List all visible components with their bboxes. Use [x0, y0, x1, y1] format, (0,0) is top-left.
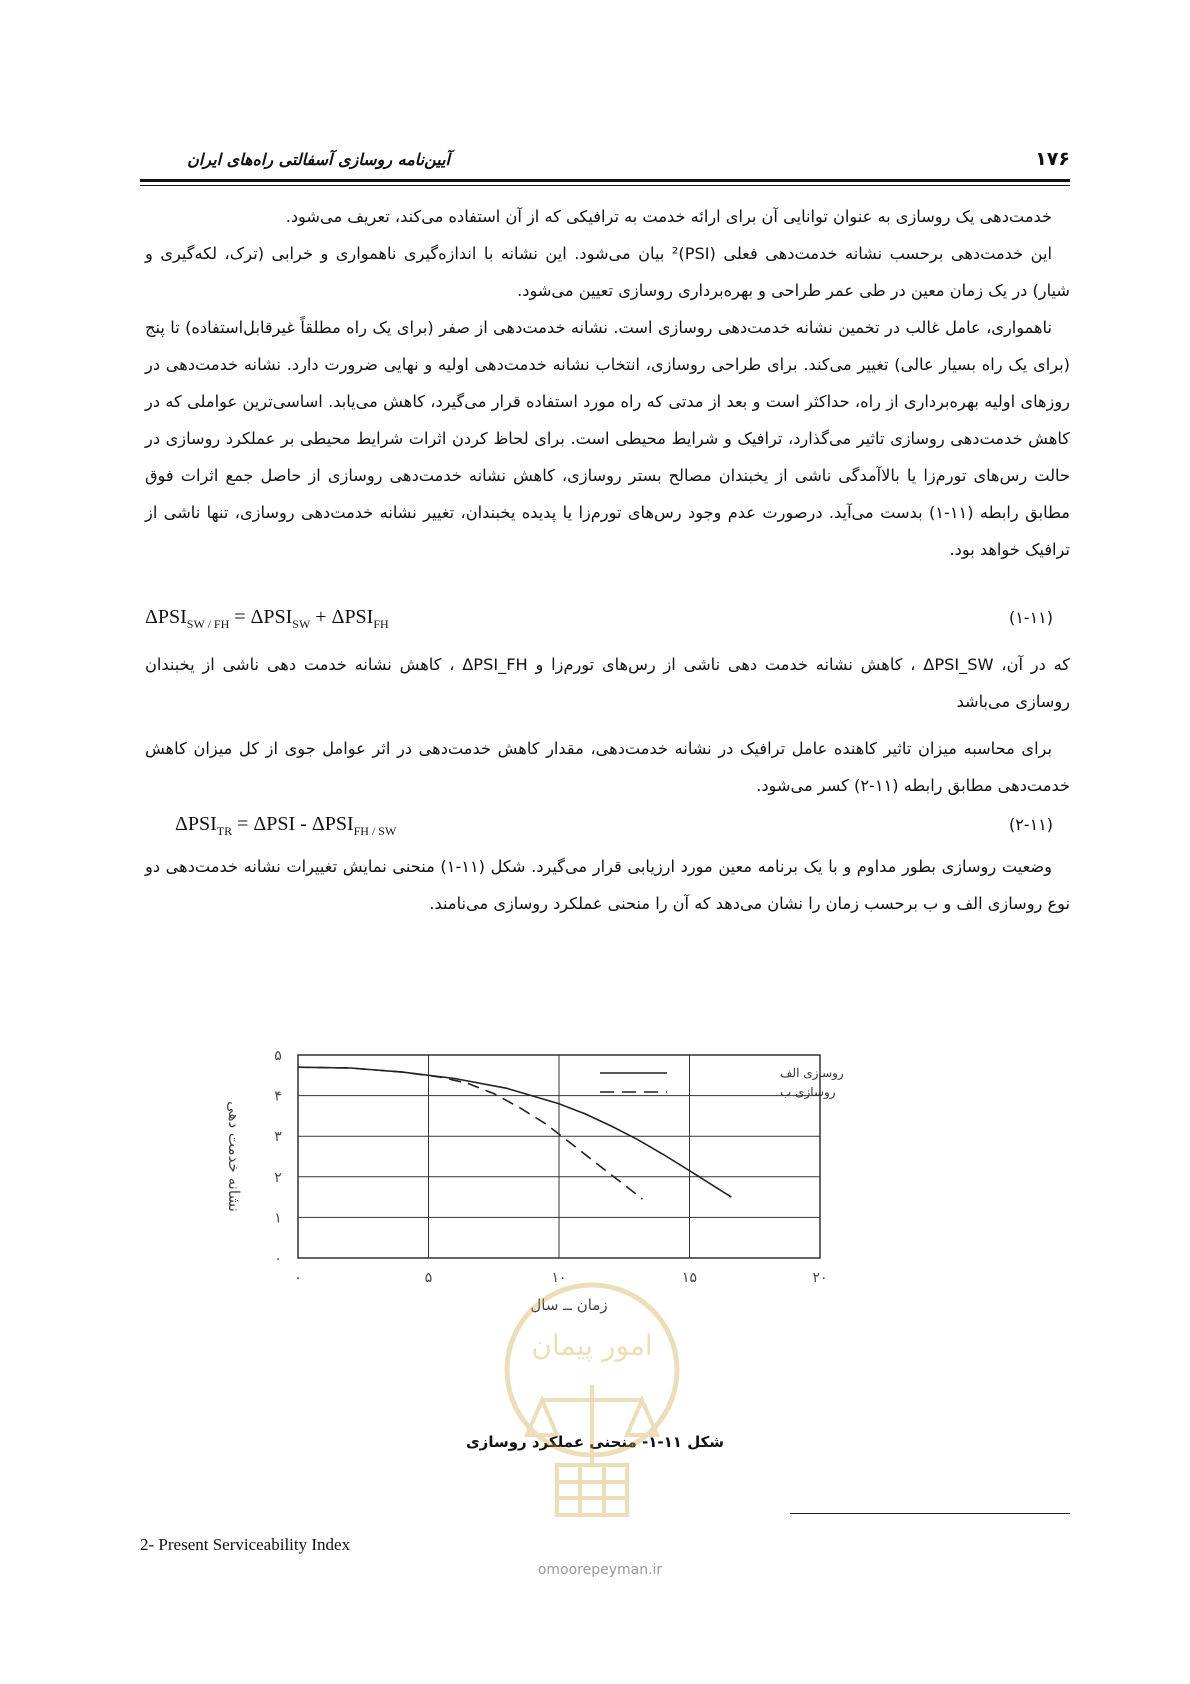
x-tick-label: ۱۰	[551, 1270, 567, 1286]
equation-2-number: (۲-۱۱)	[1008, 815, 1053, 834]
equation-1-formula: $\Delta PSI_{SW / FH} = \Delta PSI_{SW} + \Delta PSI_{FH}$	[145, 606, 389, 631]
chart-legend	[600, 1066, 844, 1100]
x-axis-label: زمان ــ سال	[530, 1296, 608, 1314]
header-rule-thin	[140, 185, 1070, 186]
chart-ticks	[274, 1048, 827, 1286]
watermark-site: omoorepeyman.ir	[537, 1562, 663, 1578]
y-tick-label: ۳	[274, 1129, 282, 1146]
page-number: ۱۷۶	[1035, 148, 1070, 170]
footnote-rule	[790, 1513, 1070, 1514]
y-tick-label: ۵	[274, 1048, 282, 1064]
y-axis-label: نشانه خدمت دهی	[225, 1101, 243, 1212]
x-tick-label: ۰	[294, 1270, 302, 1286]
equation-2	[145, 813, 1070, 843]
equation-2-formula: $\Delta PSI_{TR} = \Delta PSI - \Delta PSI_{FH / SW}$	[175, 813, 397, 838]
paragraph-psi: این خدمت‌دهی برحسب نشانه خدمت‌دهی فعلی (PSI)² بیان می‌شود. این نشانه با اندازه‌گیری ناهمواری و خرابی (ترک، لکه‌گیری و شیار) در یک زمان معین در طی عمر طراحی و بهره‌برداری روسازی تعیین می‌شود.	[145, 244, 1070, 300]
chart-series	[298, 1067, 731, 1199]
x-tick-label: ۱۵	[681, 1270, 698, 1286]
header-rule-thick	[140, 179, 1070, 182]
paragraph-figure: وضعیت روسازی بطور مداوم و با یک برنامه معین مورد ارزیابی قرار می‌گیرد. شکل (۱۱-۱) منحنی نمایش تغییرات نشانه خدمت‌دهی دو نوع روسازی الف و ب برحسب زمان را نشان می‌دهد که آن را منحنی عملکرد روسازی می‌نامند.	[145, 857, 1070, 913]
series-line-b	[298, 1067, 643, 1199]
y-tick-label: ۰	[274, 1251, 282, 1267]
performance-chart	[215, 1015, 960, 1370]
equation-1-number: (۱-۱۱)	[1008, 608, 1053, 627]
series-line-a	[298, 1067, 731, 1197]
legend-label: روسازی ب	[780, 1085, 836, 1099]
x-tick-label: ۲۰	[812, 1270, 828, 1286]
watermark-brand: امور پیمان	[531, 1329, 653, 1362]
paragraph-traffic: برای محاسبه میزان تاثیر کاهنده عامل ترافیک در نشانه خدمت‌دهی، مقدار کاهش خدمت‌دهی در اثر عوامل جوی از کل میزان کاهش خدمت‌دهی مطابق رابطه (۱۱-۲) کسر می‌شود.	[145, 739, 1070, 795]
header-title: آیین‌نامه روسازی آسفالتی راه‌های ایران	[187, 150, 450, 169]
y-tick-label: ۴	[274, 1088, 282, 1105]
x-tick-label: ۵	[424, 1270, 433, 1286]
explanation-text	[145, 646, 1070, 720]
paragraph-explanation: که در آن، ΔPSI_SW ، کاهش نشانه خدمت دهی ناشی از رس‌های تورم‌زا و ΔPSI_FH ، کاهش نشانه خدمت دهی ناشی از یخبندان روسازی می‌باشد	[145, 655, 1070, 711]
chart-grid	[298, 1055, 820, 1258]
figure-intro-text	[145, 848, 1070, 922]
paragraph-roughness: ناهمواری، عامل غالب در تخمین نشانه خدمت‌دهی روسازی است. نشانه خدمت‌دهی از صفر (برای یک راه مطلقاً غیرقابل‌استفاده) تا پنج (برای یک راه بسیار عالی) تغییر می‌کند. برای طراحی روسازی، انتخاب نشانه خدمت‌دهی اولیه و نهایی ضرورت دارد. نشانه خدمت‌دهی در روزهای اولیه بهره‌برداری از راه، حداکثر است و بعد از مدتی که راه مورد استفاده قرار می‌گیرد، کاهش می‌یابد. اساسی‌ترین عواملی که در کاهش خدمت‌دهی روسازی تاثیر می‌گذارد، ترافیک و شرایط محیطی است. برای لحاظ کردن اثرات شرایط محیطی بر عملکرد روسازی در حالت رس‌های تورم‌زا یا بالاآمدگی ناشی از یخبندان مصالح بستر روسازی، کاهش نشانه خدمت‌دهی روسازی از حاصل جمع اثرات فوق مطابق رابطه (۱۱-۱) بدست می‌آید. درصورت عدم وجود رس‌های تورم‌زا یا پدیده یخبندان، تغییر نشانه خدمت‌دهی روسازی، تنها ناشی از ترافیک خواهد بود.	[145, 318, 1070, 559]
intro-text	[145, 198, 1070, 568]
traffic-text	[145, 730, 1070, 804]
y-tick-label: ۲	[274, 1169, 282, 1186]
figure-caption: شکل ۱۱-۱- منحنی عملکرد روسازی	[465, 1433, 725, 1451]
legend-label: روسازی الف	[780, 1066, 844, 1080]
paragraph-definition: خدمت‌دهی یک روسازی به عنوان توانایی آن برای ارائه خدمت به ترافیکی که از آن استفاده می‌کند، تعریف می‌شود.	[285, 207, 1052, 226]
y-tick-label: ۱	[274, 1210, 282, 1227]
equation-1	[145, 606, 1070, 636]
footnote: 2- Present Serviceability Index	[140, 1535, 351, 1554]
